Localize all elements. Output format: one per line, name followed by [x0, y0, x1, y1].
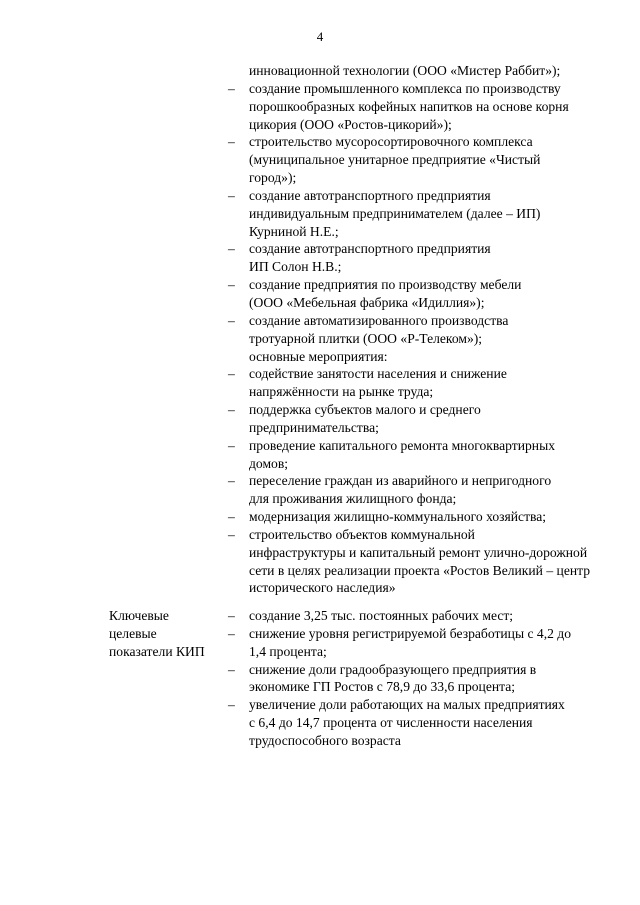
- activity-line: [228, 187, 604, 205]
- activity-line: [228, 98, 604, 116]
- activity-line: [228, 419, 604, 437]
- line-text: напряжённости на рынке труда;: [249, 384, 434, 400]
- key-indicators-label: показатели КИП: [109, 643, 205, 659]
- line-text: (ООО «Мебельная фабрика «Идиллия»);: [249, 294, 485, 310]
- line-text: (муниципальное унитарное предприятие «Чистый: [249, 152, 541, 168]
- line-text: увеличение доли работающих на малых предприятиях: [249, 697, 565, 713]
- list-dash-marker: –: [228, 402, 235, 418]
- activity-line: [228, 223, 604, 241]
- line-text: с 6,4 до 14,7 процента от численности населения: [249, 715, 533, 731]
- list-dash-marker: –: [228, 437, 235, 453]
- line-text: создание 3,25 тыс. постоянных рабочих мест;: [249, 608, 514, 623]
- key-indicators-label: Ключевые: [109, 608, 169, 623]
- list-dash-marker: –: [228, 312, 235, 328]
- line-text: инфраструктуры и капитальный ремонт улично-дорожной: [249, 544, 588, 560]
- line-text: Курниной Н.Е.;: [249, 223, 339, 239]
- activity-line: [228, 205, 604, 223]
- list-dash-marker: –: [228, 608, 235, 623]
- activities-content-cell: [228, 62, 604, 597]
- list-dash-marker: –: [228, 187, 235, 203]
- line-text: строительство объектов коммунальной: [249, 526, 475, 542]
- list-dash-marker: –: [228, 473, 235, 489]
- key-indicators-label-cell: [109, 607, 221, 660]
- indicator-line: [228, 696, 604, 714]
- line-text: экономике ГП Ростов с 78,9 до 33,6 процента;: [249, 679, 516, 695]
- activity-line: [228, 508, 604, 526]
- indicator-line: [228, 714, 604, 732]
- page-number: 4: [316, 29, 324, 44]
- line-text: предпринимательства;: [249, 419, 379, 435]
- line-text: индивидуальным предпринимателем (далее – ИП): [249, 205, 541, 221]
- activity-line: [228, 80, 604, 98]
- activity-line: [228, 151, 604, 169]
- line-text: город»);: [249, 170, 297, 186]
- list-dash-marker: –: [228, 661, 235, 677]
- line-text: сети в целях реализации проекта «Ростов Великий – центр: [249, 562, 591, 578]
- line-text: исторического наследия»: [249, 580, 396, 596]
- line-text: содействие занятости населения и снижение: [249, 366, 507, 382]
- indicator-line: [228, 732, 604, 750]
- line-text: создание автоматизированного производства: [249, 312, 509, 328]
- indicator-line: [228, 607, 604, 625]
- line-text: создание автотранспортного предприятия: [249, 187, 491, 203]
- activity-line: [228, 365, 604, 383]
- line-text: снижение уровня регистрируемой безработицы с 4,2 до: [249, 625, 572, 641]
- line-text: модернизация жилищно-коммунального хозяйства;: [249, 509, 547, 525]
- activity-line: [228, 258, 604, 276]
- activity-line: [228, 62, 604, 80]
- activity-line: [228, 240, 604, 258]
- activity-line: [228, 490, 604, 508]
- activity-line: [228, 401, 604, 419]
- key-indicators-label: целевые: [109, 625, 157, 641]
- line-text: трудоспособного возраста: [249, 732, 401, 748]
- activity-line: [228, 133, 604, 151]
- list-dash-marker: –: [228, 366, 235, 382]
- activity-line: [228, 472, 604, 490]
- line-text: поддержка субъектов малого и среднего: [249, 402, 481, 418]
- list-dash-marker: –: [228, 134, 235, 150]
- key-indicators-content-cell: [228, 607, 604, 750]
- line-text: переселение граждан из аварийного и непригодного: [249, 473, 552, 489]
- indicator-line: [228, 678, 604, 696]
- line-text: домов;: [249, 455, 289, 471]
- indicator-line: [228, 625, 604, 643]
- activity-line: [228, 312, 604, 330]
- activity-line: [228, 348, 604, 366]
- line-text: проведение капитального ремонта многоквартирных: [249, 437, 556, 453]
- line-text: тротуарной плитки (ООО «Р-Телеком»);: [249, 330, 483, 346]
- list-dash-marker: –: [228, 625, 235, 641]
- line-text: снижение доли градообразующего предприятия в: [249, 661, 537, 677]
- list-dash-marker: –: [228, 277, 235, 293]
- activity-line: [228, 116, 604, 134]
- activity-line: [228, 330, 604, 348]
- line-text: инновационной технологии (ООО «Мистер Раббит»);: [249, 63, 561, 78]
- line-text: порошкообразных кофейных напитков на основе корня: [249, 98, 569, 114]
- line-text: создание автотранспортного предприятия: [249, 241, 491, 257]
- line-text: создание предприятия по производству мебели: [249, 277, 522, 293]
- line-text: строительство мусоросортировочного комплекса: [249, 134, 533, 150]
- list-dash-marker: –: [228, 526, 235, 542]
- line-text: для проживания жилищного фонда;: [249, 491, 457, 507]
- activity-line: [228, 562, 604, 580]
- line-text: основные мероприятия:: [249, 348, 388, 364]
- line-text: 1,4 процента;: [249, 643, 327, 659]
- line-text: цикория (ООО «Ростов-цикорий»);: [249, 116, 452, 132]
- line-text: создание промышленного комплекса по производству: [249, 80, 561, 96]
- activity-line: [228, 437, 604, 455]
- indicator-line: [228, 643, 604, 661]
- list-dash-marker: –: [228, 509, 235, 525]
- activity-line: [228, 294, 604, 312]
- activity-line: [228, 544, 604, 562]
- activity-line: [228, 579, 604, 597]
- list-dash-marker: –: [228, 241, 235, 257]
- activity-line: [228, 526, 604, 544]
- activity-line: [228, 276, 604, 294]
- activity-line: [228, 383, 604, 401]
- list-dash-marker: –: [228, 697, 235, 713]
- list-dash-marker: –: [228, 80, 235, 96]
- activity-line: [228, 169, 604, 187]
- indicator-line: [228, 661, 604, 679]
- activity-line: [228, 455, 604, 473]
- line-text: ИП Солон Н.В.;: [249, 259, 342, 275]
